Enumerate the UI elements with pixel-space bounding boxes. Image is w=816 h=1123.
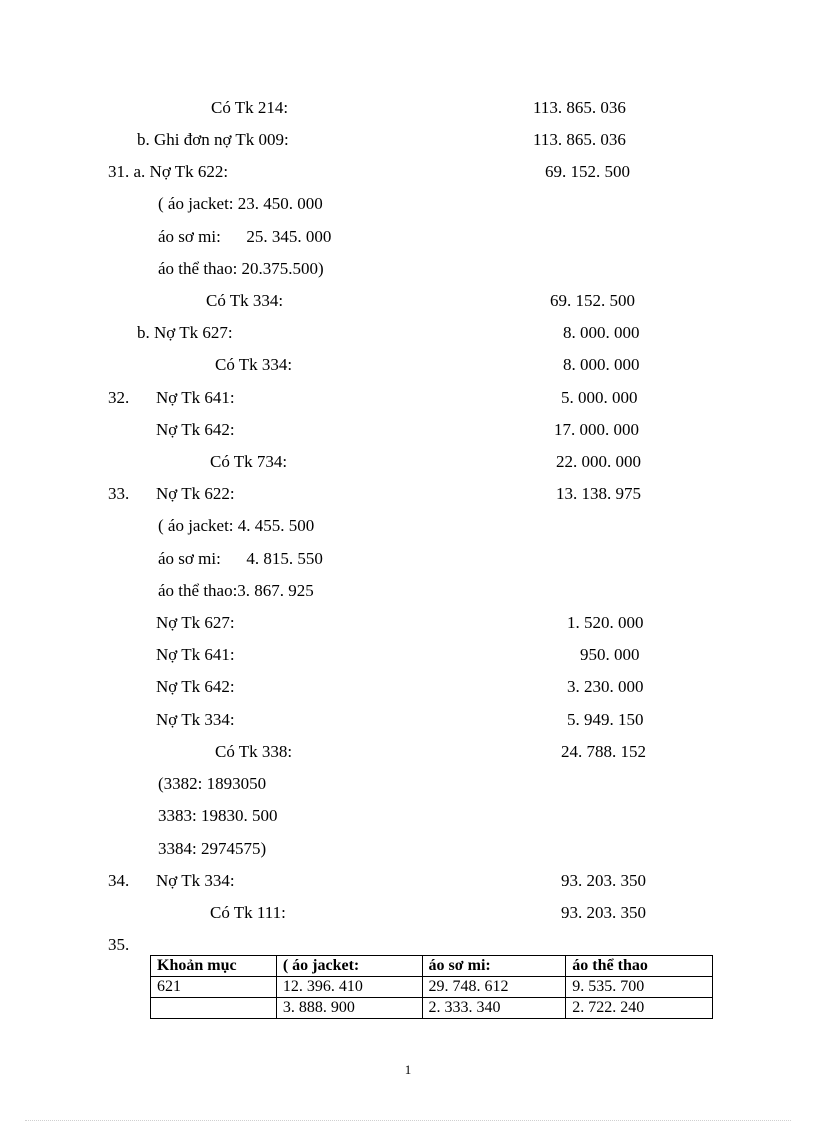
table-header-cell: áo thể thao — [566, 956, 713, 977]
table-cell: 621 — [151, 977, 277, 998]
text-line: b. Ghi đơn nợ Tk 009: — [137, 130, 289, 149]
table-cell: 3. 888. 900 — [276, 998, 422, 1019]
text-line: Có Tk 334: — [215, 355, 293, 374]
text-line: Nợ Tk 641: — [156, 388, 235, 407]
amount: 93. 203. 350 — [561, 871, 646, 890]
amount: 1. 520. 000 — [567, 613, 644, 632]
text-line: Có Tk 334: — [206, 291, 284, 310]
page-number: 1 — [404, 1062, 412, 1077]
table-row — [151, 977, 713, 998]
amount: 17. 000. 000 — [554, 420, 639, 439]
text-line: 34. — [108, 871, 130, 890]
text-line: Có Tk 338: — [215, 742, 293, 761]
text-line: áo sơ mi: 25. 345. 000 — [158, 227, 332, 246]
text-line: (3382: 1893050 — [158, 774, 267, 793]
text-line: 31. a. Nợ Tk 622: — [108, 162, 229, 181]
table-cell: 9. 535. 700 — [566, 977, 713, 998]
text-line: 3383: 19830. 500 — [158, 806, 278, 825]
text-line: Nợ Tk 622: — [156, 484, 235, 503]
amount: 93. 203. 350 — [561, 903, 646, 922]
amount: 5. 000. 000 — [561, 388, 638, 407]
text-line: 3384: 2974575) — [158, 839, 267, 858]
text-line: 35. — [108, 935, 130, 954]
text-line: Có Tk 214: — [211, 98, 289, 117]
amount: 950. 000 — [580, 645, 640, 664]
amount: 22. 000. 000 — [556, 452, 641, 471]
text-line: Có Tk 734: — [210, 452, 288, 471]
text-line: ( áo jacket: 23. 450. 000 — [158, 194, 323, 213]
table-cell: 2. 722. 240 — [566, 998, 713, 1019]
text-line: Nợ Tk 642: — [156, 420, 235, 439]
text-line: b. Nợ Tk 627: — [137, 323, 233, 342]
amount: 3. 230. 000 — [567, 677, 644, 696]
amount: 8. 000. 000 — [563, 323, 640, 342]
amount: 69. 152. 500 — [550, 291, 635, 310]
table-header-cell: áo sơ mi: — [422, 956, 566, 977]
amount: 13. 138. 975 — [556, 484, 641, 503]
text-line: Nợ Tk 642: — [156, 677, 235, 696]
table-cell: 12. 396. 410 — [276, 977, 422, 998]
table-cell: 29. 748. 612 — [422, 977, 566, 998]
table-header-row — [151, 956, 713, 977]
amount: 113. 865. 036 — [533, 130, 626, 149]
text-line: áo thể thao: 20.375.500) — [158, 259, 324, 278]
table-header-cell: Khoản mục — [151, 956, 277, 977]
amount: 113. 865. 036 — [533, 98, 626, 117]
amount: 5. 949. 150 — [567, 710, 644, 729]
text-line: áo sơ mi: 4. 815. 550 — [158, 549, 323, 568]
amount: 24. 788. 152 — [561, 742, 646, 761]
table-row — [151, 998, 713, 1019]
text-line: Nợ Tk 334: — [156, 871, 235, 890]
page-bottom-divider — [25, 1120, 791, 1121]
amount: 8. 000. 000 — [563, 355, 640, 374]
table-cell — [151, 998, 277, 1019]
text-line: Nợ Tk 641: — [156, 645, 235, 664]
table-cell: 2. 333. 340 — [422, 998, 566, 1019]
text-line: ( áo jacket: 4. 455. 500 — [158, 516, 315, 535]
table-header-cell: ( áo jacket: — [276, 956, 422, 977]
text-line: 33. — [108, 484, 130, 503]
text-line: áo thể thao:3. 867. 925 — [158, 581, 314, 600]
text-line: Nợ Tk 627: — [156, 613, 235, 632]
text-line: 32. — [108, 388, 130, 407]
text-line: Nợ Tk 334: — [156, 710, 235, 729]
text-line: Có Tk 111: — [210, 903, 286, 922]
cost-table — [150, 955, 713, 1019]
amount: 69. 152. 500 — [545, 162, 630, 181]
